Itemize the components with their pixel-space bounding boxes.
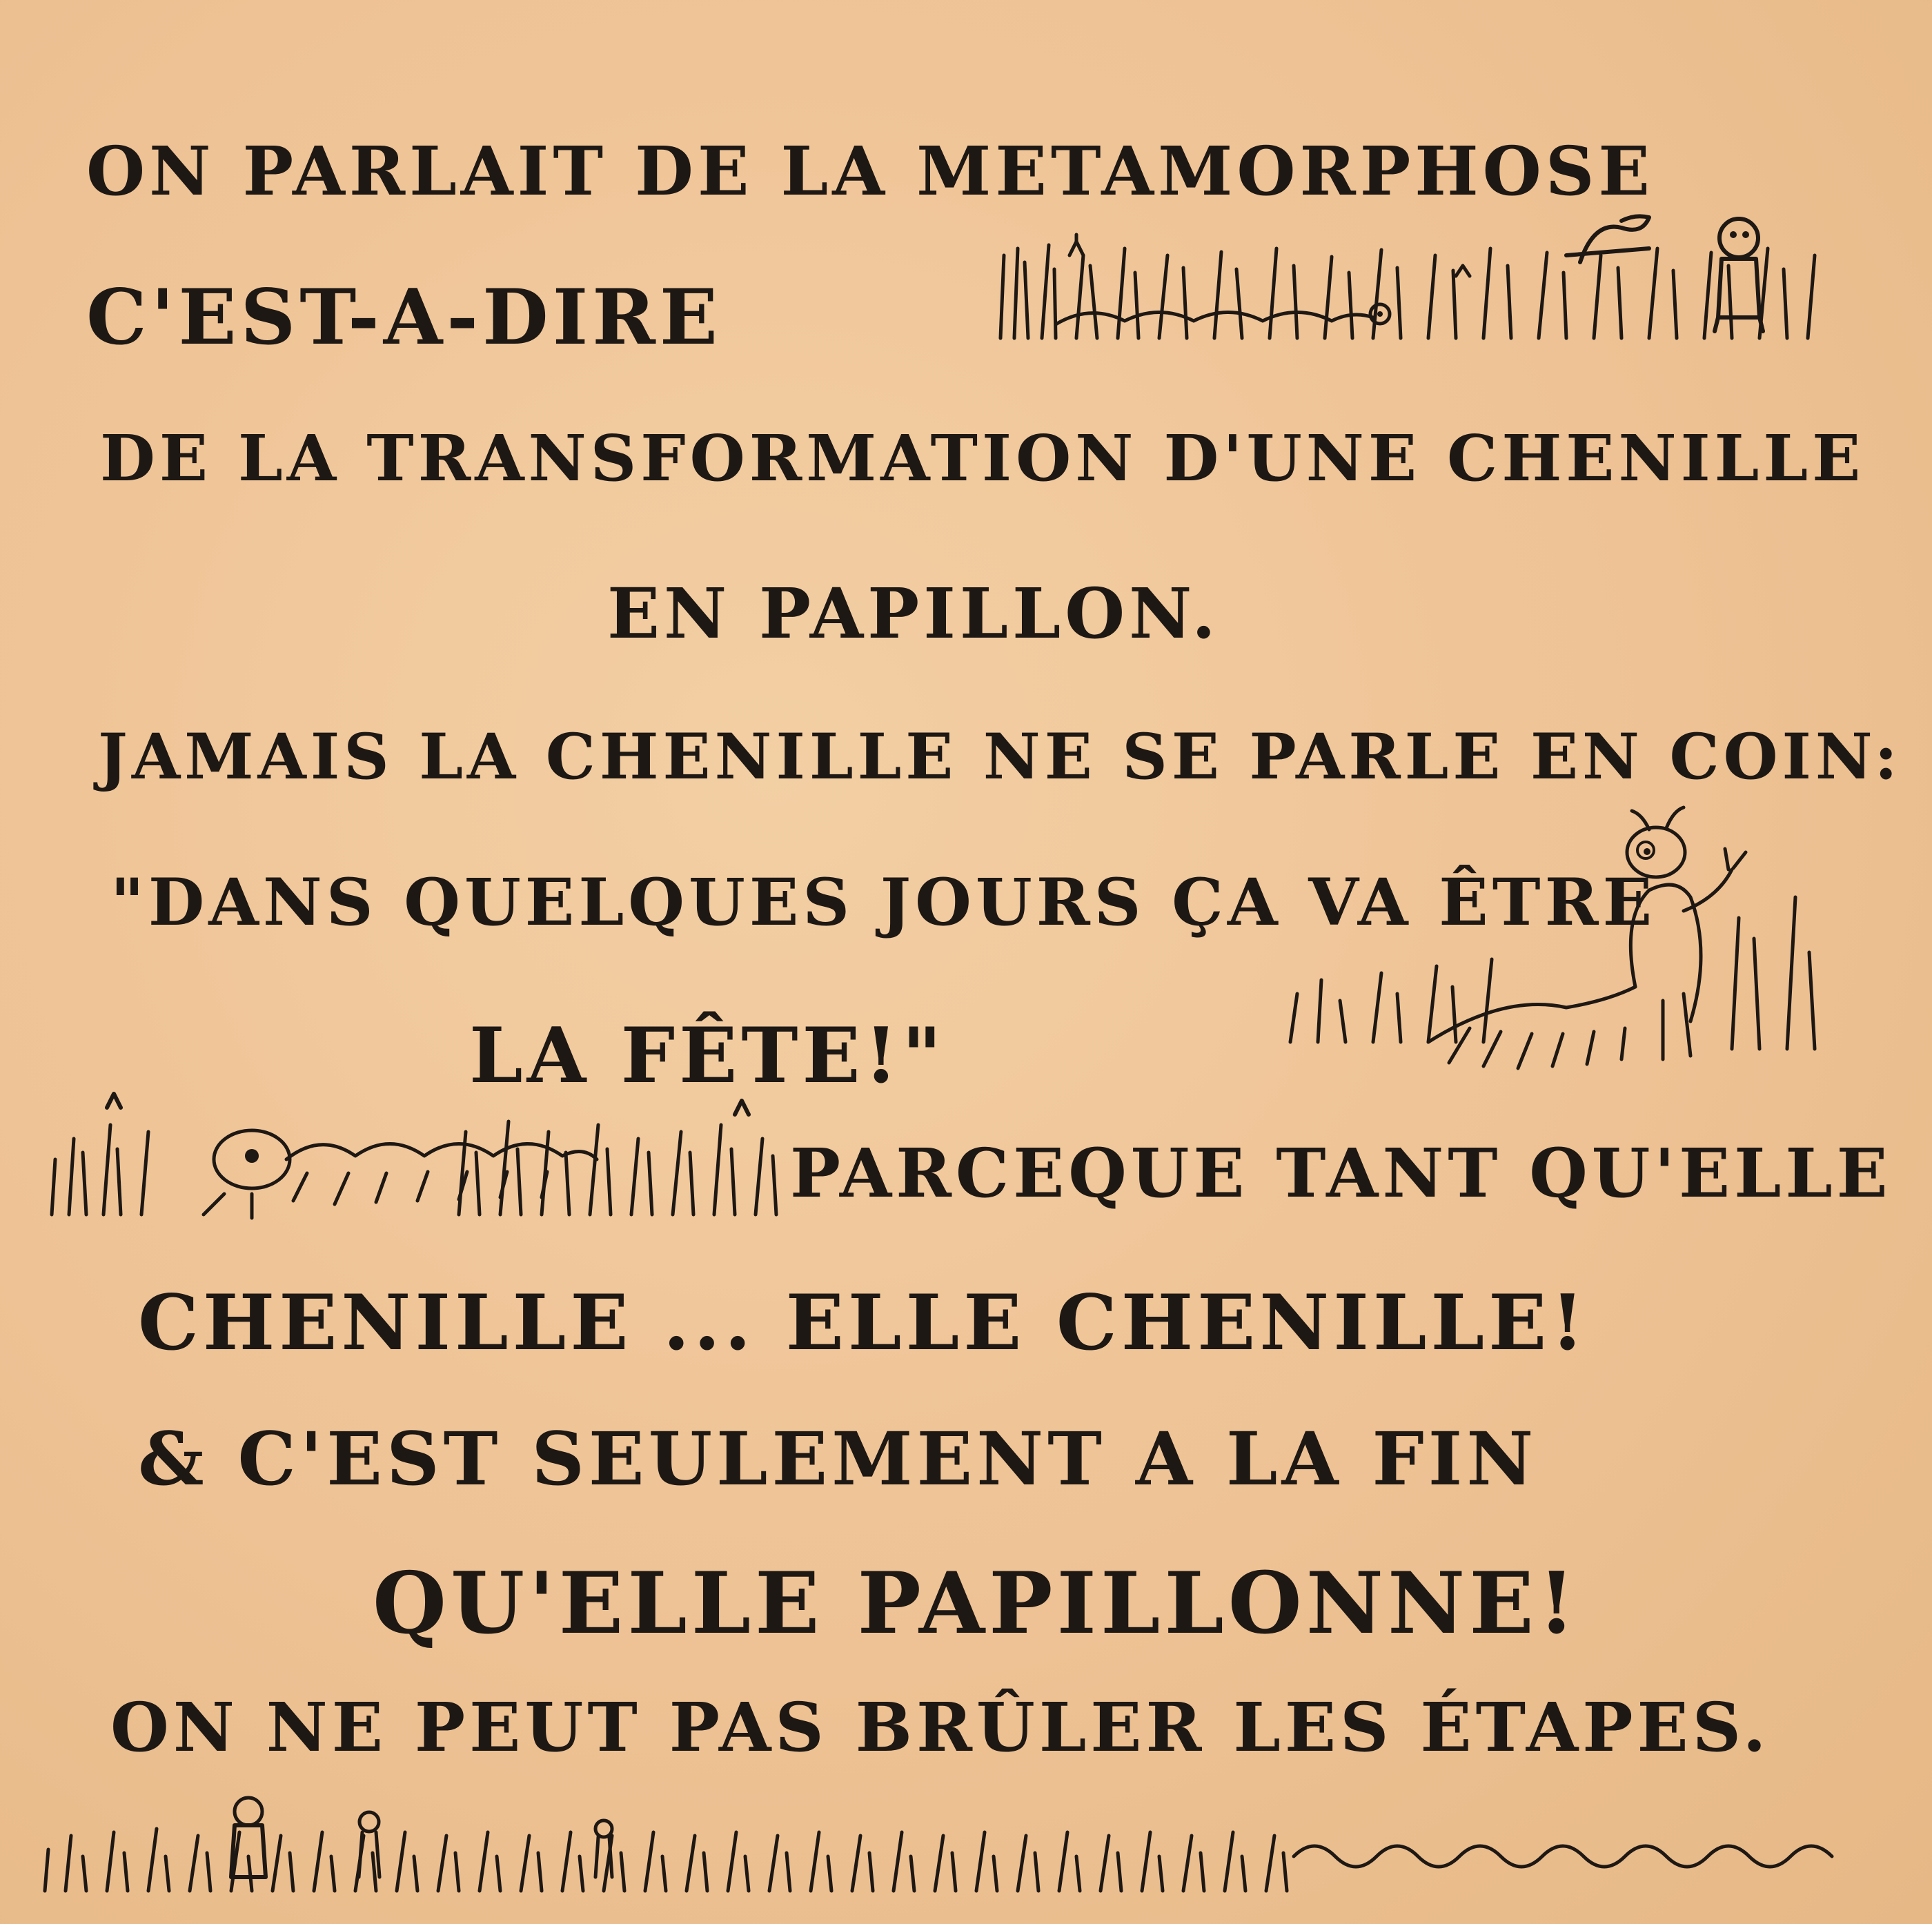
poem-line-10: & C'EST SEULEMENT A LA FIN — [138, 1416, 1538, 1502]
grass-border-illustration — [38, 1794, 1887, 1898]
poem-line-2: C'EST-A-DIRE — [86, 273, 722, 362]
crawling-caterpillar-illustration — [45, 1083, 790, 1221]
waving-caterpillar-illustration — [1276, 814, 1842, 1090]
poem-line-7: LA FÊTE!" — [469, 1011, 946, 1101]
poem-line-8: PARCEQUE TANT QU'ELLE — [790, 1134, 1892, 1213]
poem-line-12: ON NE PEUT PAS BRÛLER LES ÉTAPES. — [110, 1688, 1771, 1767]
poem-line-11: QU'ELLE PAPILLONNE! — [373, 1553, 1579, 1653]
poem-line-6: "DANS QUELQUES JOURS ÇA VA ÊTRE — [110, 865, 1657, 941]
poem-line-9: CHENILLE ... ELLE CHENILLE! — [138, 1278, 1588, 1368]
grass-caterpillar-illustration — [987, 207, 1822, 345]
poem-line-4: EN PAPILLON. — [607, 573, 1220, 654]
poem-line-5: JAMAIS LA CHENILLE NE SE PARLE EN COIN: — [98, 720, 1902, 794]
poem-line-3: DE LA TRANSFORMATION D'UNE CHENILLE — [100, 421, 1865, 495]
poem-line-1: ON PARLAIT DE LA METAMORPHOSE — [86, 132, 1654, 211]
